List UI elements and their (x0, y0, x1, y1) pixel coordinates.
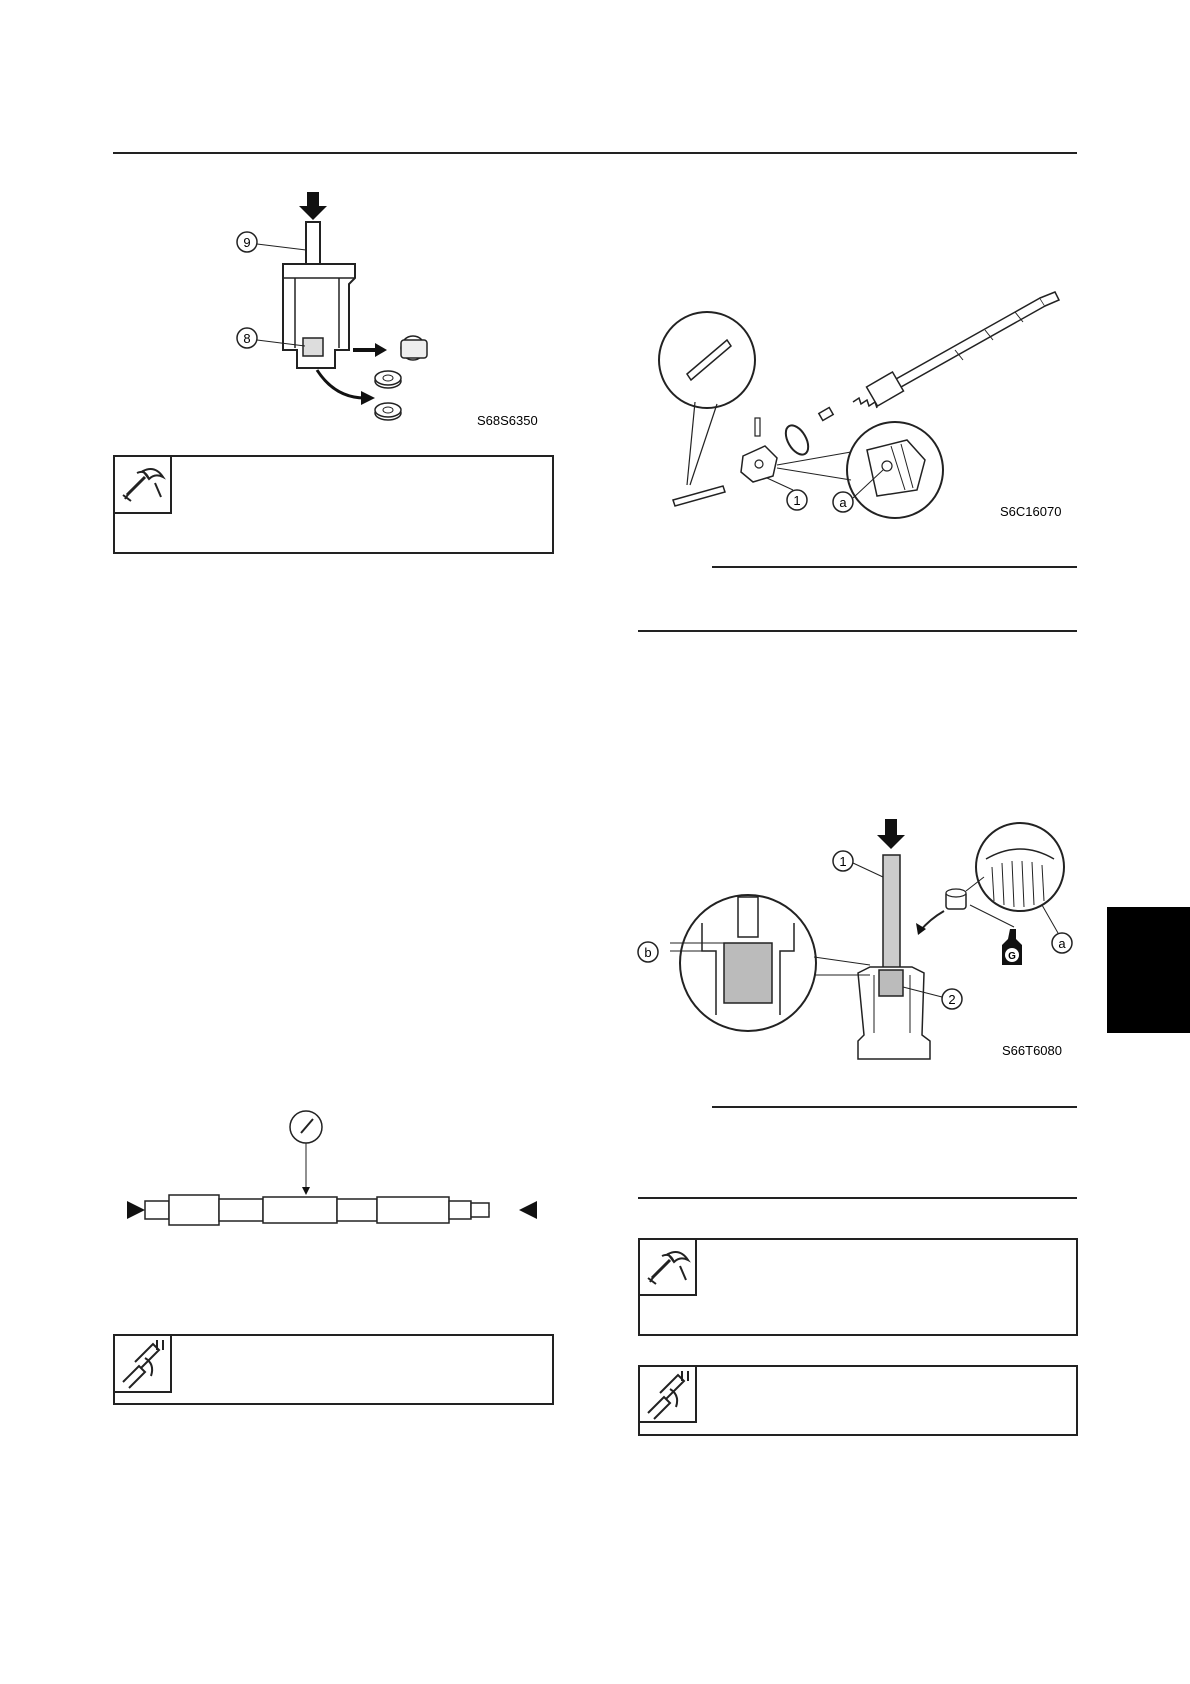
note-rule-bottom-2 (638, 1197, 1077, 1199)
note-rule-top (712, 566, 1077, 568)
special-service-tool-icon (115, 457, 172, 514)
note-rule-top-2 (712, 1106, 1077, 1108)
service-tool-box (113, 455, 554, 554)
figure-code: S6C16070 (1000, 504, 1062, 519)
measurement-box (113, 1334, 554, 1405)
section-tab (1107, 907, 1190, 1033)
figure-shaft-runout (125, 1105, 545, 1235)
figure-code: S68S6350 (477, 413, 538, 428)
measuring-caliper-icon (115, 1336, 172, 1393)
note-rule-bottom (638, 630, 1077, 632)
callout-1: 1 (793, 493, 801, 508)
callout-1: 1 (839, 854, 847, 869)
measuring-caliper-icon (640, 1367, 697, 1423)
measurement-box (638, 1365, 1078, 1436)
service-tool-box (638, 1238, 1078, 1336)
figure-driveshaft-exploded (655, 290, 1075, 530)
callout-2: 2 (948, 992, 956, 1007)
figure-bearing-install (630, 815, 1080, 1065)
callout-9: 9 (243, 235, 251, 250)
callout-b: b (644, 945, 652, 960)
callout-8: 8 (243, 331, 251, 346)
callout-a: a (1058, 936, 1066, 951)
special-service-tool-icon (640, 1240, 697, 1296)
figure-bearing-removal (225, 188, 570, 433)
figure-code: S66T6080 (1002, 1043, 1062, 1058)
grease-mark: G (1008, 951, 1016, 962)
header-rule (113, 152, 1077, 154)
callout-a: a (839, 495, 847, 510)
